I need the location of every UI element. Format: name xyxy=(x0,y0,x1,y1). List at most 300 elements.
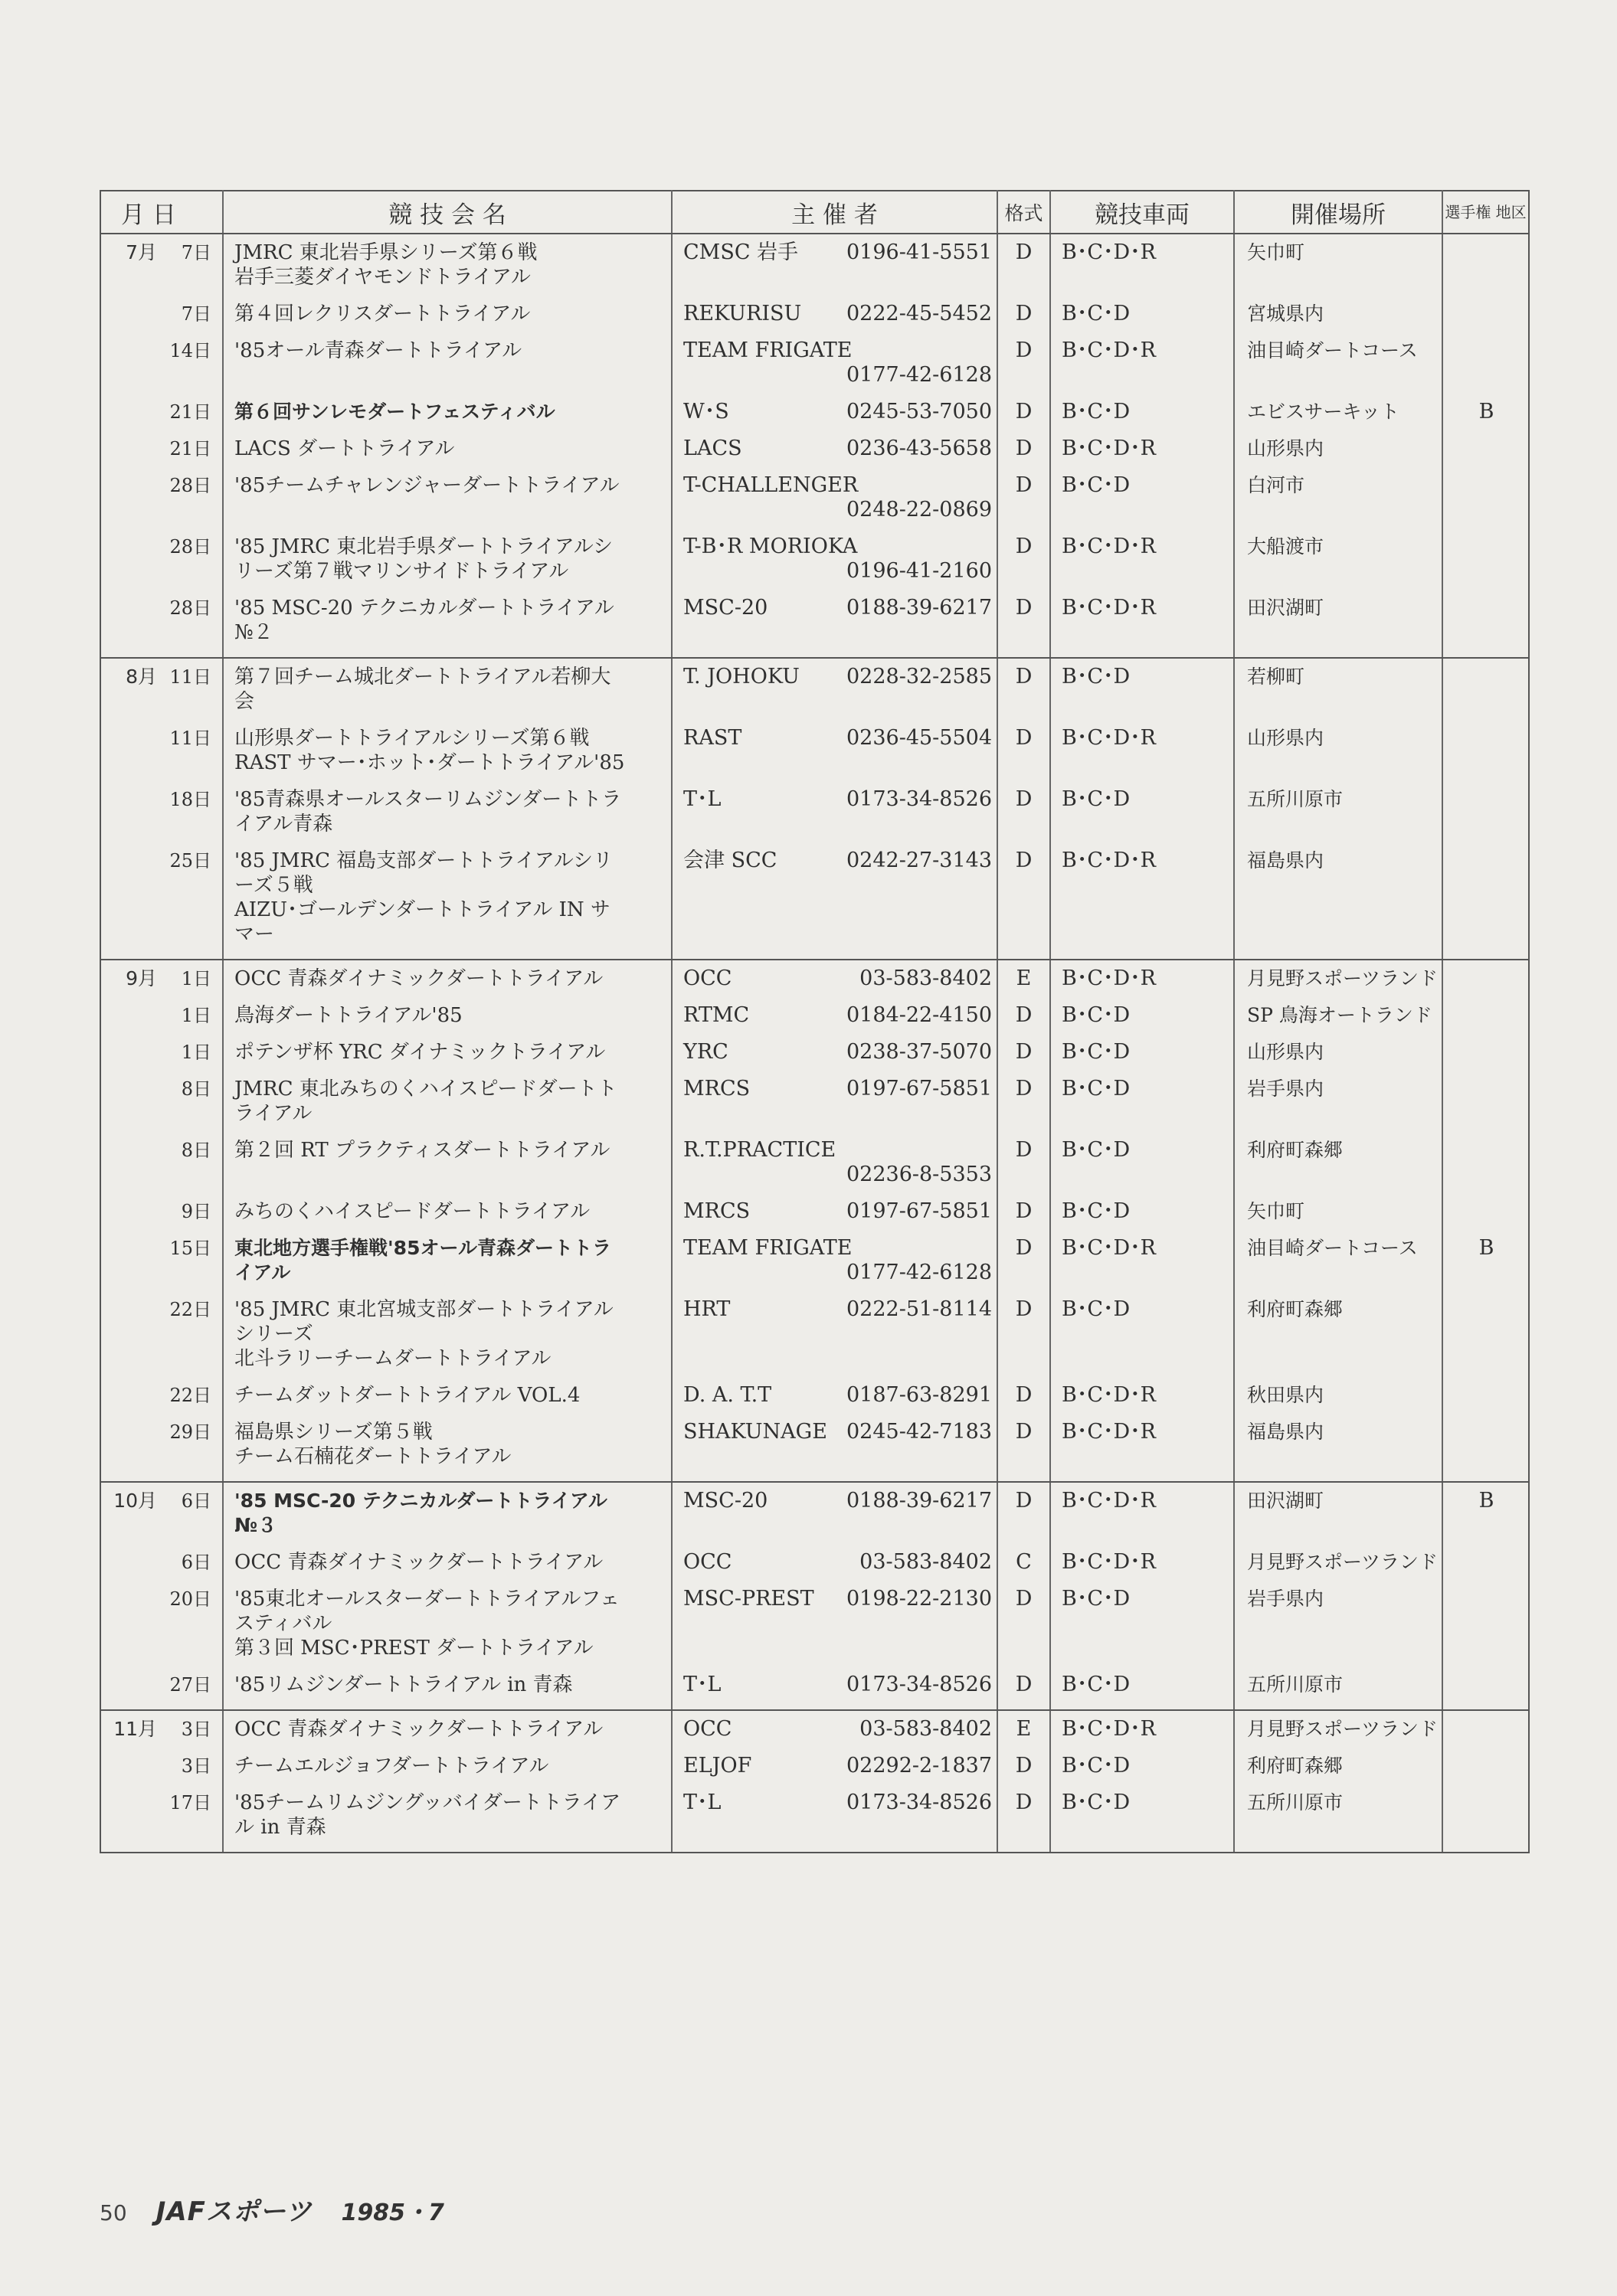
championship-cell xyxy=(1442,296,1529,332)
championship-cell xyxy=(1442,1132,1529,1193)
day-cell: 21日 xyxy=(169,401,212,423)
organizer-cell xyxy=(672,1784,997,1853)
day-cell: 3日 xyxy=(181,1755,212,1777)
issue-date: 1985・7 xyxy=(341,2200,444,2226)
event-name-cell xyxy=(223,1377,672,1414)
organizer-line xyxy=(683,400,992,424)
championship-cell: B xyxy=(1442,1482,1529,1544)
organizer-line xyxy=(683,1003,992,1028)
championship-cell xyxy=(1442,590,1529,658)
championship-cell xyxy=(1442,720,1529,781)
event-name-line: みちのくハイスピードダートトライアル xyxy=(234,1200,591,1223)
day-cell: 11日 xyxy=(169,666,212,688)
organizer-line xyxy=(683,726,992,751)
vehicles-cell: B･C･D･R xyxy=(1050,1544,1234,1581)
event-name-line: ポテンザ杯 YRC ダイナミックトライアル xyxy=(234,1041,606,1064)
organizer-cell xyxy=(672,658,997,720)
event-name-line: ル in 青森 xyxy=(234,1816,326,1839)
organizer-name: RAST xyxy=(683,726,742,750)
day-cell: 22日 xyxy=(169,1299,212,1320)
venue-cell: 山形県内 xyxy=(1234,720,1442,781)
table-row xyxy=(100,960,1529,997)
event-name-line: '85チームリムジングッバイダートトライア xyxy=(234,1791,621,1814)
organizer-cell xyxy=(672,781,997,842)
organizer-cell xyxy=(672,1377,997,1414)
event-name-cell xyxy=(223,430,672,467)
organizer-cell xyxy=(672,1193,997,1230)
organizer-name: TEAM FRIGATE xyxy=(683,339,853,362)
organizer-cell xyxy=(672,528,997,590)
organizer-phone: 0173-34-8526 xyxy=(846,1791,993,1814)
organizer-phone: 03-583-8402 xyxy=(859,1550,993,1574)
venue-cell: 大船渡市 xyxy=(1234,528,1442,590)
event-name-cell xyxy=(223,658,672,720)
venue-cell: 五所川原市 xyxy=(1234,781,1442,842)
day-cell: 11日 xyxy=(169,728,212,749)
organizer-line xyxy=(683,1754,992,1778)
vehicles-cell: B･C･D xyxy=(1050,467,1234,528)
month-cell xyxy=(100,720,160,781)
organizer-cell xyxy=(672,1482,997,1544)
event-name-cell xyxy=(223,1071,672,1132)
table-row xyxy=(100,1784,1529,1853)
organizer-phone: 0173-34-8526 xyxy=(846,1673,993,1696)
event-name-line: 岩手三菱ダイヤモンドトライアル xyxy=(234,266,531,289)
month-cell: 8月 xyxy=(126,666,157,688)
championship-cell xyxy=(1442,1710,1529,1748)
event-name-line: チームエルジョフダートトライアル xyxy=(234,1755,549,1778)
organizer-line xyxy=(683,1138,992,1163)
event-name-cell xyxy=(223,467,672,528)
organizer-cell xyxy=(672,590,997,658)
vehicles-cell: B･C･D･R xyxy=(1050,528,1234,590)
organizer-name: 会津 SCC xyxy=(683,849,777,872)
organizer-cell xyxy=(672,296,997,332)
event-name-line: '85チームチャレンジャーダートトライアル xyxy=(234,474,620,497)
organizer-line xyxy=(683,849,992,873)
organizer-name: HRT xyxy=(683,1297,731,1321)
organizer-cell xyxy=(672,1230,997,1291)
format-cell: D xyxy=(997,658,1050,720)
vehicles-cell: B･C･D xyxy=(1050,1071,1234,1132)
organizer-name: MRCS xyxy=(683,1199,751,1223)
organizer-line xyxy=(683,1489,992,1513)
event-name-cell xyxy=(223,1291,672,1377)
day-cell: 29日 xyxy=(160,1414,223,1482)
organizer-cell xyxy=(672,467,997,528)
venue-cell: 利府町森郷 xyxy=(1234,1291,1442,1377)
championship-cell xyxy=(1442,1666,1529,1710)
format-cell: D xyxy=(997,1291,1050,1377)
organizer-phone: 02292-2-1837 xyxy=(846,1754,993,1778)
table-body xyxy=(100,234,1529,1853)
month-cell xyxy=(100,394,160,430)
day-cell: 8日 xyxy=(181,1078,212,1100)
organizer-name: MSC-PREST xyxy=(683,1587,814,1611)
championship-cell xyxy=(1442,1544,1529,1581)
organizer-phone: 0242-27-3143 xyxy=(846,849,993,872)
format-cell: D xyxy=(997,781,1050,842)
organizer-name: TEAM FRIGATE xyxy=(683,1236,853,1260)
venue-cell: 白河市 xyxy=(1234,467,1442,528)
organizer-cell xyxy=(672,394,997,430)
table-row xyxy=(100,1132,1529,1193)
event-name-cell xyxy=(223,1414,672,1482)
event-name-line: JMRC 東北みちのくハイスピードダートト xyxy=(234,1078,617,1101)
event-name-line: №３ xyxy=(234,1514,277,1536)
month-cell xyxy=(100,1377,160,1414)
organizer-phone: 0248-22-0869 xyxy=(846,498,993,522)
organizer-phone: 0236-45-5504 xyxy=(846,726,993,750)
championship-cell xyxy=(1442,781,1529,842)
vehicles-cell: B･C･D xyxy=(1050,394,1234,430)
organizer-line xyxy=(683,302,992,326)
vehicles-cell: B･C･D･R xyxy=(1050,1710,1234,1748)
event-name-line: '85 JMRC 東北岩手県ダートトライアルシ xyxy=(234,535,614,558)
event-name-cell xyxy=(223,1544,672,1581)
event-name-line: 鳥海ダートトライアル'85 xyxy=(234,1004,463,1027)
vehicles-cell: B･C･D･R xyxy=(1050,1414,1234,1482)
organizer-phone: 0188-39-6217 xyxy=(846,596,993,620)
vehicles-cell: B･C･D xyxy=(1050,781,1234,842)
organizer-name: T-B･R MORIOKA xyxy=(683,535,858,558)
venue-cell: 利府町森郷 xyxy=(1234,1132,1442,1193)
event-name-line: 北斗ラリーチームダートトライアル xyxy=(234,1347,552,1370)
day-cell: 22日 xyxy=(169,1385,212,1406)
organizer-name: YRC xyxy=(683,1040,728,1064)
day-cell: 28日 xyxy=(169,536,212,558)
organizer-cell xyxy=(672,430,997,467)
event-name-cell xyxy=(223,781,672,842)
championship-cell xyxy=(1442,1071,1529,1132)
organizer-name: MSC-20 xyxy=(683,596,768,620)
championship-cell: B xyxy=(1442,1230,1529,1291)
event-name-line: RAST サマー･ホット･ダートトライアル'85 xyxy=(234,751,625,774)
event-name-line: '85青森県オールスターリムジンダートトラ xyxy=(234,788,622,811)
organizer-cell xyxy=(672,1581,997,1666)
venue-cell: 五所川原市 xyxy=(1234,1784,1442,1853)
format-cell: D xyxy=(997,332,1050,394)
venue-cell: 山形県内 xyxy=(1234,430,1442,467)
event-name-line: OCC 青森ダイナミックダートトライアル xyxy=(234,1718,604,1741)
event-name-line: '85 JMRC 福島支部ダートトライアルシリ xyxy=(234,849,614,872)
event-name-line: №２ xyxy=(234,621,273,644)
table-row xyxy=(100,234,1529,296)
organizer-line xyxy=(683,240,992,265)
championship-cell xyxy=(1442,960,1529,997)
event-name-line: 第３回 MSC･PREST ダートトライアル xyxy=(234,1637,594,1660)
format-cell: D xyxy=(997,720,1050,781)
day-cell: 28日 xyxy=(160,590,223,658)
organizer-name: D. A. T.T xyxy=(683,1383,772,1407)
day-cell: 18日 xyxy=(169,789,212,810)
venue-cell: 五所川原市 xyxy=(1234,1666,1442,1710)
championship-cell xyxy=(1442,1414,1529,1482)
venue-cell: 山形県内 xyxy=(1234,1034,1442,1071)
header-format: 格式 xyxy=(997,191,1050,234)
format-cell: D xyxy=(997,467,1050,528)
day-cell: 27日 xyxy=(160,1666,223,1710)
event-name-line: '85 JMRC 東北宮城支部ダートトライアル xyxy=(234,1298,614,1321)
event-name-line: チーム石楠花ダートトライアル xyxy=(234,1445,512,1468)
day-cell: 7日 xyxy=(181,242,212,263)
month-cell xyxy=(100,467,160,528)
event-name-line: ライアル xyxy=(234,1102,313,1125)
event-name-line: 第４回レクリスダートトライアル xyxy=(234,303,531,325)
venue-cell: 矢巾町 xyxy=(1234,1193,1442,1230)
event-name-cell xyxy=(223,1193,672,1230)
organizer-line xyxy=(683,535,992,559)
month-cell xyxy=(100,332,160,394)
format-cell: D xyxy=(997,1193,1050,1230)
venue-cell: 月見野スポーツランド xyxy=(1234,1544,1442,1581)
event-name-line: 東北地方選手権戦'85オール青森ダートトラ xyxy=(234,1237,611,1259)
event-name-line: 第７回チーム城北ダートトライアル若柳大 xyxy=(234,666,611,688)
month-cell xyxy=(100,528,160,590)
organizer-name: LACS xyxy=(683,437,742,460)
organizer-name: T. JOHOKU xyxy=(683,665,800,688)
day-cell: 3日 xyxy=(181,1719,212,1740)
vehicles-cell: B･C･D xyxy=(1050,1666,1234,1710)
organizer-line xyxy=(683,1297,992,1322)
day-cell: 6日 xyxy=(181,1552,212,1573)
venue-cell: 岩手県内 xyxy=(1234,1071,1442,1132)
event-name-line: '85 MSC-20 テクニカルダートトライアル xyxy=(234,597,614,620)
organizer-phone: 0184-22-4150 xyxy=(846,1003,993,1027)
event-name-line: '85リムジンダートトライアル in 青森 xyxy=(234,1673,573,1696)
organizer-phone: 0188-39-6217 xyxy=(846,1489,993,1513)
table-header xyxy=(100,191,1529,234)
format-cell: D xyxy=(997,1482,1050,1544)
organizer-name: R.T.PRACTICE xyxy=(683,1138,836,1162)
format-cell: D xyxy=(997,1581,1050,1666)
format-cell: D xyxy=(997,1666,1050,1710)
month-cell xyxy=(100,1784,160,1853)
event-name-line: チームダットダートトライアル VOL.4 xyxy=(234,1384,581,1407)
header-venue: 開催場所 xyxy=(1234,191,1442,234)
organizer-name: T･L xyxy=(683,1791,722,1814)
organizer-cell xyxy=(672,720,997,781)
month-cell xyxy=(100,1132,160,1193)
organizer-name: ELJOF xyxy=(683,1754,752,1778)
organizer-phone: 0197-67-5851 xyxy=(846,1199,993,1223)
organizer-line xyxy=(683,665,992,689)
venue-cell: 月見野スポーツランド xyxy=(1234,960,1442,997)
organizer-phone: 0177-42-6128 xyxy=(846,1261,993,1284)
venue-cell: 宮城県内 xyxy=(1234,296,1442,332)
table-row xyxy=(100,1710,1529,1748)
vehicles-cell: B･C･D･R xyxy=(1050,720,1234,781)
format-cell: E xyxy=(997,1710,1050,1748)
header-vehicles: 競技車両 xyxy=(1050,191,1234,234)
event-name-line: '85 MSC-20 テクニカルダートトライアル xyxy=(234,1490,607,1512)
venue-cell: 矢巾町 xyxy=(1234,234,1442,296)
organizer-cell xyxy=(672,960,997,997)
day-cell: 14日 xyxy=(169,340,212,361)
organizer-phone: 02236-8-5353 xyxy=(846,1163,993,1186)
organizer-line xyxy=(683,787,992,812)
event-name-line: スティバル xyxy=(234,1612,332,1635)
event-name-cell xyxy=(223,842,672,960)
format-cell: E xyxy=(997,960,1050,997)
vehicles-cell: B･C･D･R xyxy=(1050,430,1234,467)
organizer-name: MSC-20 xyxy=(683,1489,768,1513)
organizer-phone: 03-583-8402 xyxy=(859,1717,993,1741)
event-name-line: JMRC 東北岩手県シリーズ第６戦 xyxy=(234,241,538,264)
organizer-phone: 0236-43-5658 xyxy=(846,437,993,460)
format-cell: D xyxy=(997,430,1050,467)
month-cell xyxy=(100,1748,160,1784)
championship-cell xyxy=(1442,658,1529,720)
vehicles-cell: B･C･D･R xyxy=(1050,1377,1234,1414)
organizer-line xyxy=(683,1673,992,1697)
organizer-cell xyxy=(672,1710,997,1748)
championship-cell xyxy=(1442,842,1529,960)
day-cell: 1日 xyxy=(181,1042,212,1063)
organizer-cell xyxy=(672,332,997,394)
organizer-phone: 0177-42-6128 xyxy=(846,363,993,387)
table-row xyxy=(100,467,1529,528)
organizer-line xyxy=(683,437,992,461)
organizer-cell xyxy=(672,842,997,960)
event-name-cell xyxy=(223,1710,672,1748)
table-row xyxy=(100,590,1529,658)
month-cell: 11月 xyxy=(113,1718,157,1740)
event-name-line: 会 xyxy=(234,690,255,713)
table-row xyxy=(100,430,1529,467)
organizer-line xyxy=(683,966,992,991)
organizer-phone: 0197-67-5851 xyxy=(846,1077,993,1101)
day-cell: 7日 xyxy=(181,303,212,325)
event-schedule-table xyxy=(100,190,1530,1853)
organizer-phone: 0228-32-2585 xyxy=(846,665,993,688)
month-cell xyxy=(100,1071,160,1132)
venue-cell: 若柳町 xyxy=(1234,658,1442,720)
venue-cell: SP 鳥海オートランド xyxy=(1234,997,1442,1034)
event-name-line: 福島県シリーズ第５戦 xyxy=(234,1421,433,1444)
format-cell: D xyxy=(997,394,1050,430)
vehicles-cell: B･C･D xyxy=(1050,1034,1234,1071)
championship-cell xyxy=(1442,1784,1529,1853)
championship-cell xyxy=(1442,1748,1529,1784)
venue-cell: 福島県内 xyxy=(1234,842,1442,960)
organizer-cell xyxy=(672,1071,997,1132)
organizer-line xyxy=(683,473,992,498)
organizer-name: OCC xyxy=(683,966,732,990)
organizer-line xyxy=(683,339,992,363)
organizer-phone: 0222-45-5452 xyxy=(846,302,993,325)
month-cell xyxy=(100,1034,160,1071)
organizer-name: W･S xyxy=(683,400,729,424)
event-name-line: '85東北オールスターダートトライアルフェ xyxy=(234,1588,620,1611)
vehicles-cell: B･C･D xyxy=(1050,658,1234,720)
organizer-name: MRCS xyxy=(683,1077,751,1101)
event-name-line: OCC 青森ダイナミックダートトライアル xyxy=(234,967,604,990)
month-cell: 10月 xyxy=(113,1490,157,1512)
table-row xyxy=(100,781,1529,842)
month-cell xyxy=(100,1230,160,1291)
event-name-cell xyxy=(223,332,672,394)
venue-cell: 福島県内 xyxy=(1234,1414,1442,1482)
table-row xyxy=(100,658,1529,720)
organizer-cell xyxy=(672,997,997,1034)
organizer-cell xyxy=(672,234,997,296)
organizer-line xyxy=(683,1420,992,1444)
table-row xyxy=(100,332,1529,394)
table-row xyxy=(100,1544,1529,1581)
vehicles-cell: B･C･D xyxy=(1050,1291,1234,1377)
organizer-cell xyxy=(672,1414,997,1482)
vehicles-cell: B･C･D･R xyxy=(1050,234,1234,296)
day-cell: 28日 xyxy=(169,475,212,496)
venue-cell: 秋田県内 xyxy=(1234,1377,1442,1414)
organizer-cell xyxy=(672,1132,997,1193)
table-row xyxy=(100,720,1529,781)
event-name-cell xyxy=(223,1581,672,1666)
venue-cell: 田沢湖町 xyxy=(1234,590,1442,658)
organizer-name: T･L xyxy=(683,1673,722,1696)
vehicles-cell: B･C･D･R xyxy=(1050,1230,1234,1291)
championship-cell xyxy=(1442,430,1529,467)
championship-cell xyxy=(1442,528,1529,590)
month-cell xyxy=(100,1193,160,1230)
event-name-cell xyxy=(223,296,672,332)
championship-cell xyxy=(1442,1291,1529,1377)
organizer-name: CMSC 岩手 xyxy=(683,240,799,264)
championship-cell xyxy=(1442,467,1529,528)
table-row xyxy=(100,394,1529,430)
header-championship: 選手権 地区 xyxy=(1442,191,1529,234)
venue-cell: 月見野スポーツランド xyxy=(1234,1710,1442,1748)
organizer-cell xyxy=(672,1034,997,1071)
table-row xyxy=(100,1482,1529,1544)
event-name-cell xyxy=(223,960,672,997)
day-cell: 17日 xyxy=(160,1784,223,1853)
organizer-phone: 0238-37-5070 xyxy=(846,1040,993,1064)
event-name-line: 第６回サンレモダートフェスティバル xyxy=(234,401,555,423)
organizer-name: RTMC xyxy=(683,1003,750,1027)
event-name-line: ーズ５戦 xyxy=(234,874,313,897)
organizer-cell xyxy=(672,1748,997,1784)
vehicles-cell: B･C･D xyxy=(1050,1784,1234,1853)
championship-cell xyxy=(1442,234,1529,296)
event-name-cell xyxy=(223,1784,672,1853)
organizer-phone: 0245-42-7183 xyxy=(846,1420,993,1444)
organizer-phone: 0173-34-8526 xyxy=(846,787,993,811)
day-cell: 20日 xyxy=(169,1588,212,1610)
table-row xyxy=(100,1291,1529,1377)
event-name-cell xyxy=(223,1034,672,1071)
organizer-phone: 0198-22-2130 xyxy=(846,1587,993,1611)
championship-cell xyxy=(1442,1034,1529,1071)
month-cell xyxy=(100,1414,160,1482)
event-name-cell xyxy=(223,1748,672,1784)
vehicles-cell: B･C･D･R xyxy=(1050,842,1234,960)
event-name-line: AIZU･ゴールデンダートトライアル IN サ xyxy=(234,898,610,921)
venue-cell: 利府町森郷 xyxy=(1234,1748,1442,1784)
table-row xyxy=(100,1666,1529,1710)
event-name-line: 山形県ダートトライアルシリーズ第６戦 xyxy=(234,727,590,750)
day-cell: 1日 xyxy=(181,1005,212,1026)
organizer-phone: 0245-53-7050 xyxy=(846,400,993,424)
venue-cell: 油目崎ダートコース xyxy=(1234,1230,1442,1291)
organizer-phone: 0222-51-8114 xyxy=(846,1297,993,1321)
organizer-line xyxy=(683,1383,992,1408)
venue-cell: 油目崎ダートコース xyxy=(1234,332,1442,394)
format-cell: D xyxy=(997,1784,1050,1853)
table-row xyxy=(100,1034,1529,1071)
event-name-line: マー xyxy=(234,923,275,946)
